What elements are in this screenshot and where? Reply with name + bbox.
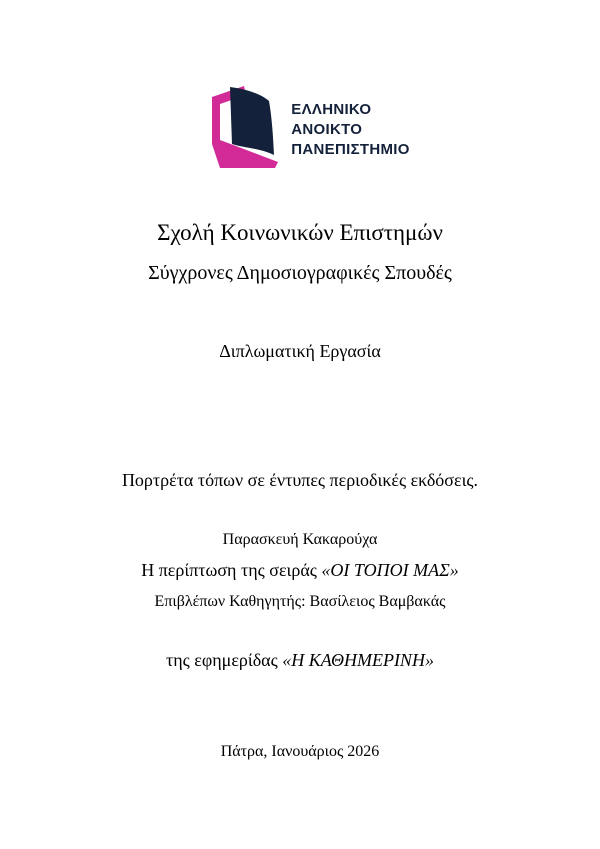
- university-name-line-2: ΑΝΟΙΚΤΟ: [291, 121, 363, 138]
- open-book-logo-icon: [202, 84, 282, 172]
- university-name: [291, 96, 409, 160]
- thesis-title-line-1: Πορτρέτα τόπων σε έντυπες περιοδικές εκδόσεις.: [121, 470, 479, 490]
- program-name: Σύγχρονες Δημοσιογραφικές Σπουδές: [148, 262, 452, 284]
- thesis-title-line-2-prefix: Η περίπτωση της σειράς: [141, 560, 322, 580]
- thesis-title-newspaper-name: «Η ΚΑΘΗΜΕΡΙΝΗ»: [282, 650, 434, 670]
- thesis-title-line-3: [0, 645, 600, 675]
- document-type: Διπλωματική Εργασία: [219, 341, 381, 361]
- university-logo: [12, 84, 600, 172]
- thesis-title: [0, 405, 600, 735]
- thesis-title-series-name: «ΟΙ ΤΟΠΟΙ ΜΑΣ»: [321, 560, 459, 580]
- university-name-line-3: ΠΑΝΕΠΙΣΤΗΜΙΟ: [291, 141, 410, 158]
- thesis-title-line-2: [0, 555, 600, 585]
- thesis-title-line-3-prefix: της εφημερίδας: [166, 650, 283, 670]
- school-name: Σχολή Κοινωνικών Επιστημών: [157, 220, 443, 245]
- supervisor-line: Επιβλέπων Καθηγητής: Βασίλειος Βαμβακάς: [154, 593, 446, 610]
- place-and-date: Πάτρα, Ιανουάριος 2026: [220, 743, 380, 760]
- university-name-line-1: ΕΛΛΗΝΙΚΟ: [291, 101, 372, 118]
- author-name: Παρασκευή Κακαρούχα: [222, 531, 378, 548]
